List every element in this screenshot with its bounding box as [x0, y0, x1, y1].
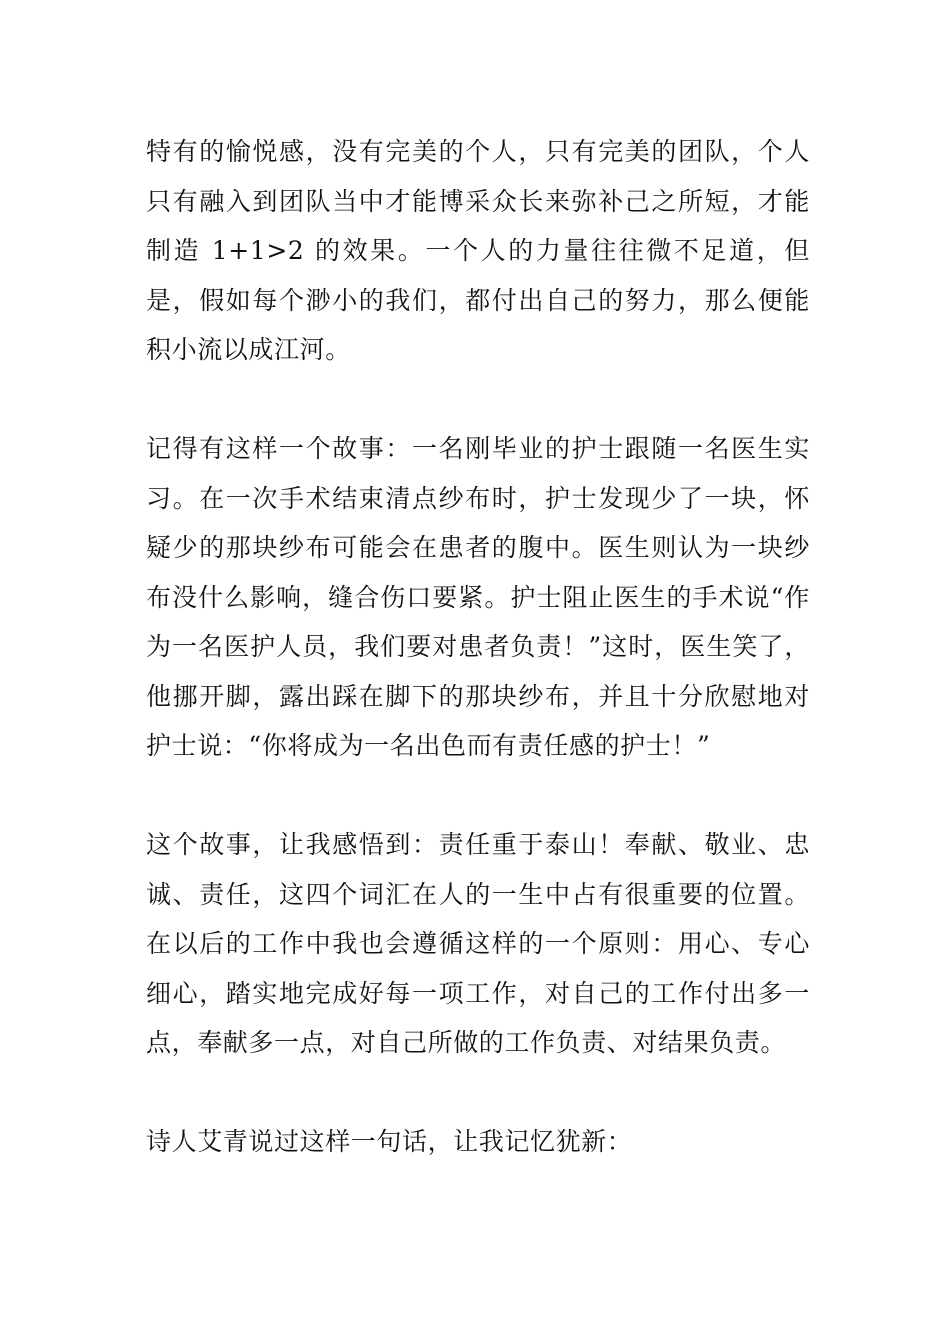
paragraph-poet-quote-intro: 诗人艾青说过这样一句话，让我记忆犹新：: [146, 1127, 633, 1156]
paragraph-teamwork: 特有的愉悦感，没有完美的个人，只有完美的团队，个人只有融入到团队当中才能博采众长来弥补己之所短，才能制造 1+1>2 的效果。一个人的力量往往微不足道，但是，假如每个渺小的我们，都付出自己的努力，那么便能积小流以成江河。: [146, 137, 810, 364]
paragraph-responsibility: 这个故事，让我感悟到：责任重于泰山！奉献、敬业、忠诚、责任，这四个词汇在人的一生中占有很重要的位置。在以后的工作中我也会遵循这样的一个原则：用心、专心细心，踏实地完成好每一项工作，对自己的工作付出多一点，奉献多一点，对自己所做的工作负责、对结果负责。: [146, 830, 810, 1057]
document-body: [146, 127, 810, 1167]
paragraph-nurse-story: 记得有这样一个故事：一名刚毕业的护士跟随一名医生实习。在一次手术结束清点纱布时，护士发现少了一块，怀疑少的那块纱布可能会在患者的腹中。医生则认为一块纱布没什么影响，缝合伤口要紧。护士阻止医生的手术说“作为一名医护人员，我们要对患者负责！”这时，医生笑了，他挪开脚，露出踩在脚下的那块纱布，并且十分欣慰地对护士说：“你将成为一名出色而有责任感的护士！”: [146, 434, 810, 760]
